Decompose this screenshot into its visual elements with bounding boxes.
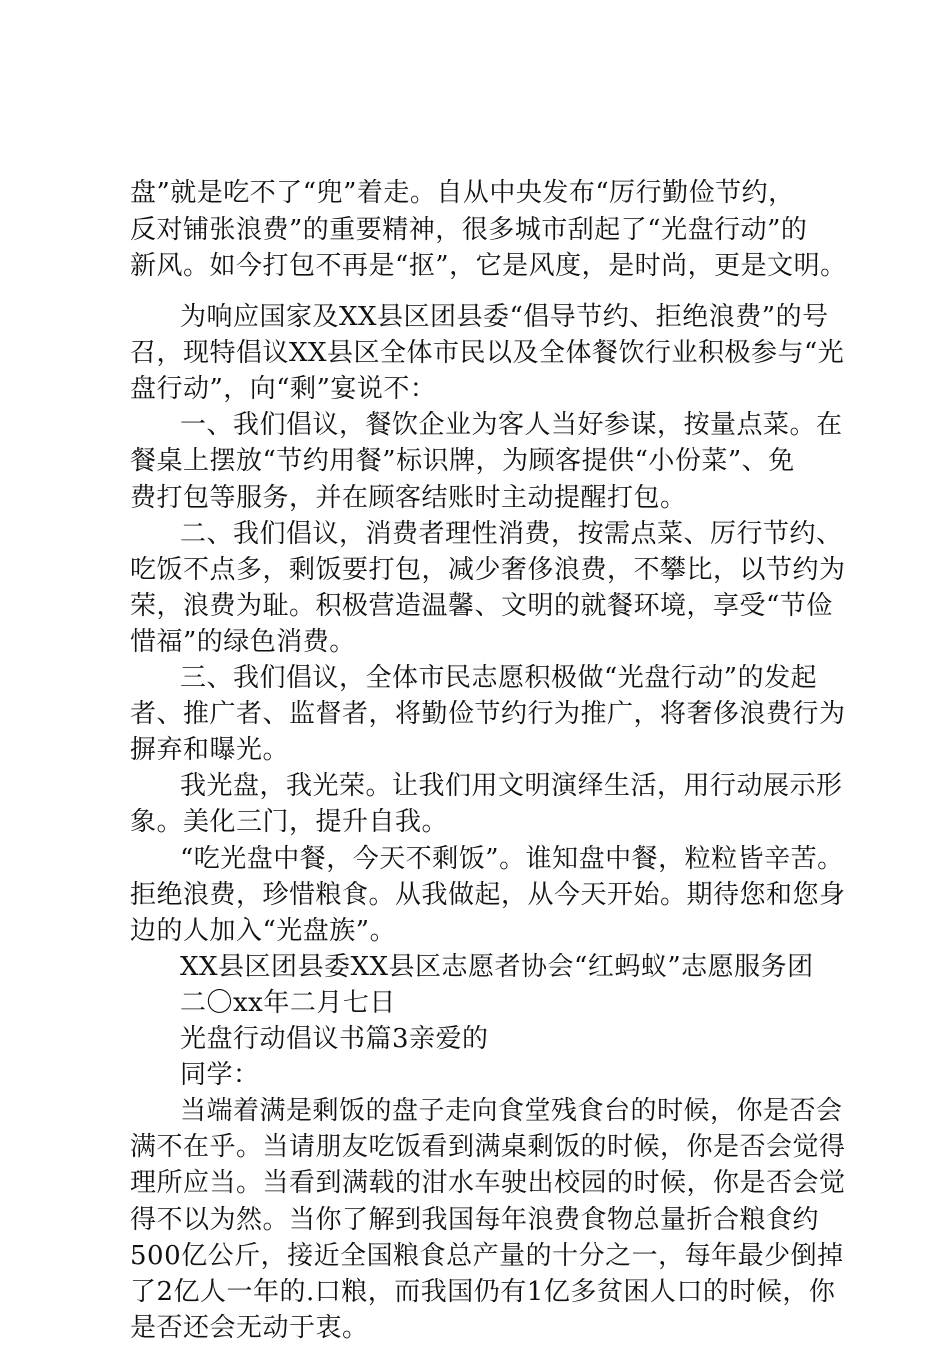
text-line-15: 者、推广者、监督者，将勤俭节约行为推广，将奢侈浪费行为 <box>130 699 846 729</box>
text-line-26: 当端着满是剩饭的盘子走向食堂残食台的时候，你是否会 <box>180 1096 843 1126</box>
text-line-23: 二〇xx年二月七日 <box>180 988 396 1018</box>
text-line-28: 理所应当。当看到满载的泔水车驶出校园的时候，你是否会觉 <box>130 1168 846 1198</box>
text-line-22: XX县区团县委XX县区志愿者协会“红蚂蚁”志愿服务团 <box>180 952 814 982</box>
text-line-8: 餐桌上摆放“节约用餐”标识牌，为顾客提供“小份菜”、免 <box>130 446 795 476</box>
text-line-29: 得不以为然。当你了解到我国每年浪费食物总量折合粮食约 <box>130 1205 820 1235</box>
text-line-12: 荣，浪费为耻。积极营造温馨、文明的就餐环境，享受“节俭 <box>130 591 833 621</box>
text-line-13: 惜福”的绿色消费。 <box>130 627 356 657</box>
text-line-2: 反对铺张浪费”的重要精神，很多城市刮起了“光盘行动”的 <box>130 215 808 245</box>
text-line-9: 费打包等服务，并在顾客结账时主动提醒打包。 <box>130 483 687 513</box>
text-line-25: 同学： <box>180 1060 260 1090</box>
text-line-1: 盘”就是吃不了“兜”着走。自从中央发布“厉行勤俭节约， <box>130 178 795 208</box>
text-line-32: 是否还会无动于衷。 <box>130 1313 369 1343</box>
text-line-21: 边的人加入“光盘族”。 <box>130 916 397 946</box>
text-line-7: 一、我们倡议，餐饮企业为客人当好参谋，按量点菜。在 <box>180 410 843 440</box>
text-line-3: 新风。如今打包不再是“抠”，它是风度，是时尚，更是文明。 <box>130 251 847 281</box>
text-line-20: 拒绝浪费，珍惜粮食。从我做起，从今天开始。期待您和您身 <box>130 880 846 910</box>
text-line-4: 为响应国家及XX县区团县委“倡导节约、拒绝浪费”的号 <box>180 302 829 332</box>
text-line-27: 满不在乎。当请朋友吃饭看到满桌剩饭的时候，你是否会觉得 <box>130 1132 846 1162</box>
text-line-18: 象。美化三门，提升自我。 <box>130 807 449 837</box>
text-line-6: 盘行动”，向“剩”宴说不： <box>130 374 437 404</box>
text-line-19: “吃光盘中餐，今天不剩饭”。谁知盘中餐，粒粒皆辛苦。 <box>180 844 844 874</box>
text-line-24: 光盘行动倡议书篇3亲爱的 <box>180 1024 489 1054</box>
text-line-5: 召，现特倡议XX县区全体市民以及全体餐饮行业积极参与“光 <box>130 338 845 368</box>
text-line-17: 我光盘，我光荣。让我们用文明演绎生活，用行动展示形 <box>180 771 843 801</box>
text-line-30: 500亿公斤，接近全国粮食总产量的十分之一，每年最少倒掉 <box>130 1241 844 1271</box>
text-line-10: 二、我们倡议，消费者理性消费，按需点菜、厉行节约、 <box>180 519 843 549</box>
text-line-14: 三、我们倡议，全体市民志愿积极做“光盘行动”的发起 <box>180 663 818 693</box>
text-line-16: 摒弃和曝光。 <box>130 735 290 765</box>
text-line-31: 了2亿人一年的.口粮，而我国仍有1亿多贫困人口的时候，你 <box>130 1277 836 1307</box>
text-line-11: 吃饭不点多，剩饭要打包，减少奢侈浪费，不攀比，以节约为 <box>130 555 846 585</box>
